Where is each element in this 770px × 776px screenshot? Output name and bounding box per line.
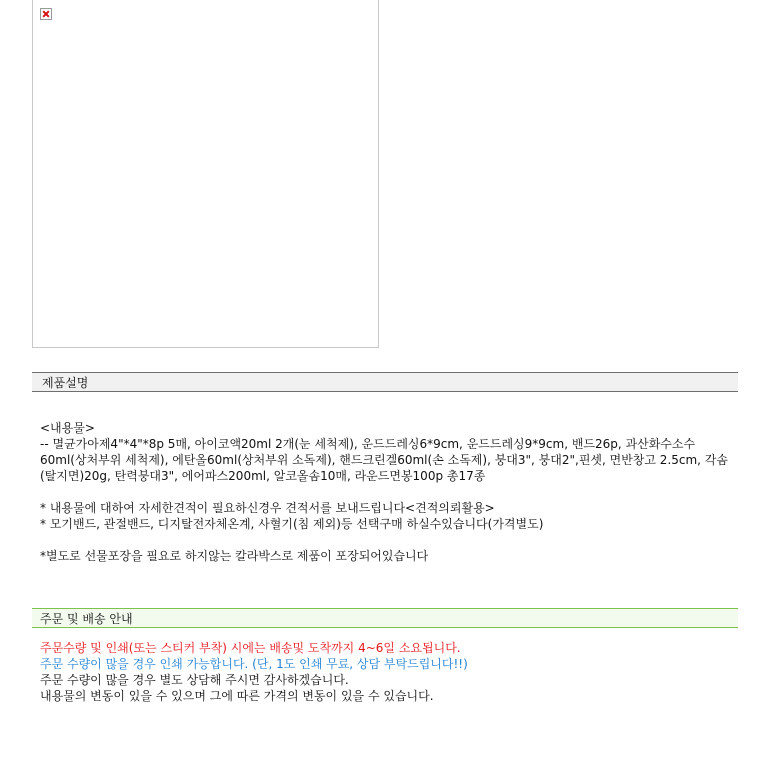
order-header: 주문 및 배송 안내 — [32, 608, 738, 628]
contents-text: -- 멸균가아제4"*4"*8p 5매, 아이코액20ml 2개(눈 세척제), 운드드레싱6*9cm, 운드드레싱9*9cm, 밴드26p, 과산화수소수60ml(상처부위 세척제), 에탄올60ml(상처부위 소독제), 핸드크린겔60ml(손 소독제), 붕대3", 붕대2",핀셋, 면반창고 2.5cm, 각솜(탈지면)20g, 탄력붕대3", 에어파스200ml, 알코올솜10매, 라운드면봉100p 총17종 — [40, 437, 728, 483]
packaging-note: *별도로 선물포장을 필요로 하지않는 칼라박스로 제품이 포장되어있습니다 — [40, 549, 429, 563]
option-note: * 모기밴드, 관절밴드, 디지탈전자체온계, 사혈기(침 제외)등 선택구매 하실수있습니다(가격별도) — [40, 517, 544, 531]
product-image — [32, 0, 379, 348]
price-change-note: 내용물의 변동이 있을 수 있으며 그에 따른 가격의 변동이 있을 수 있습니다. — [40, 689, 434, 703]
quote-note: * 내용물에 대하여 자세한견적이 필요하신경우 견적서를 보내드립니다<견적의뢰활용> — [40, 501, 495, 515]
broken-image-icon — [40, 8, 52, 20]
description-header: 제품설명 — [32, 372, 738, 392]
contents-title: <내용물> — [40, 421, 95, 435]
description-body — [40, 420, 740, 564]
order-body — [40, 640, 740, 704]
printing-note: 주문 수량이 많을 경우 인쇄 가능합니다. (단, 1도 인쇄 무료, 상담 부탁드립니다!!) — [40, 657, 468, 671]
delivery-time-note: 주문수량 및 인쇄(또는 스티커 부착) 시에는 배송및 도착까지 4~6일 소요됩니다. — [40, 641, 461, 655]
consultation-note: 주문 수량이 많을 경우 별도 상담해 주시면 감사하겠습니다. — [40, 673, 349, 687]
